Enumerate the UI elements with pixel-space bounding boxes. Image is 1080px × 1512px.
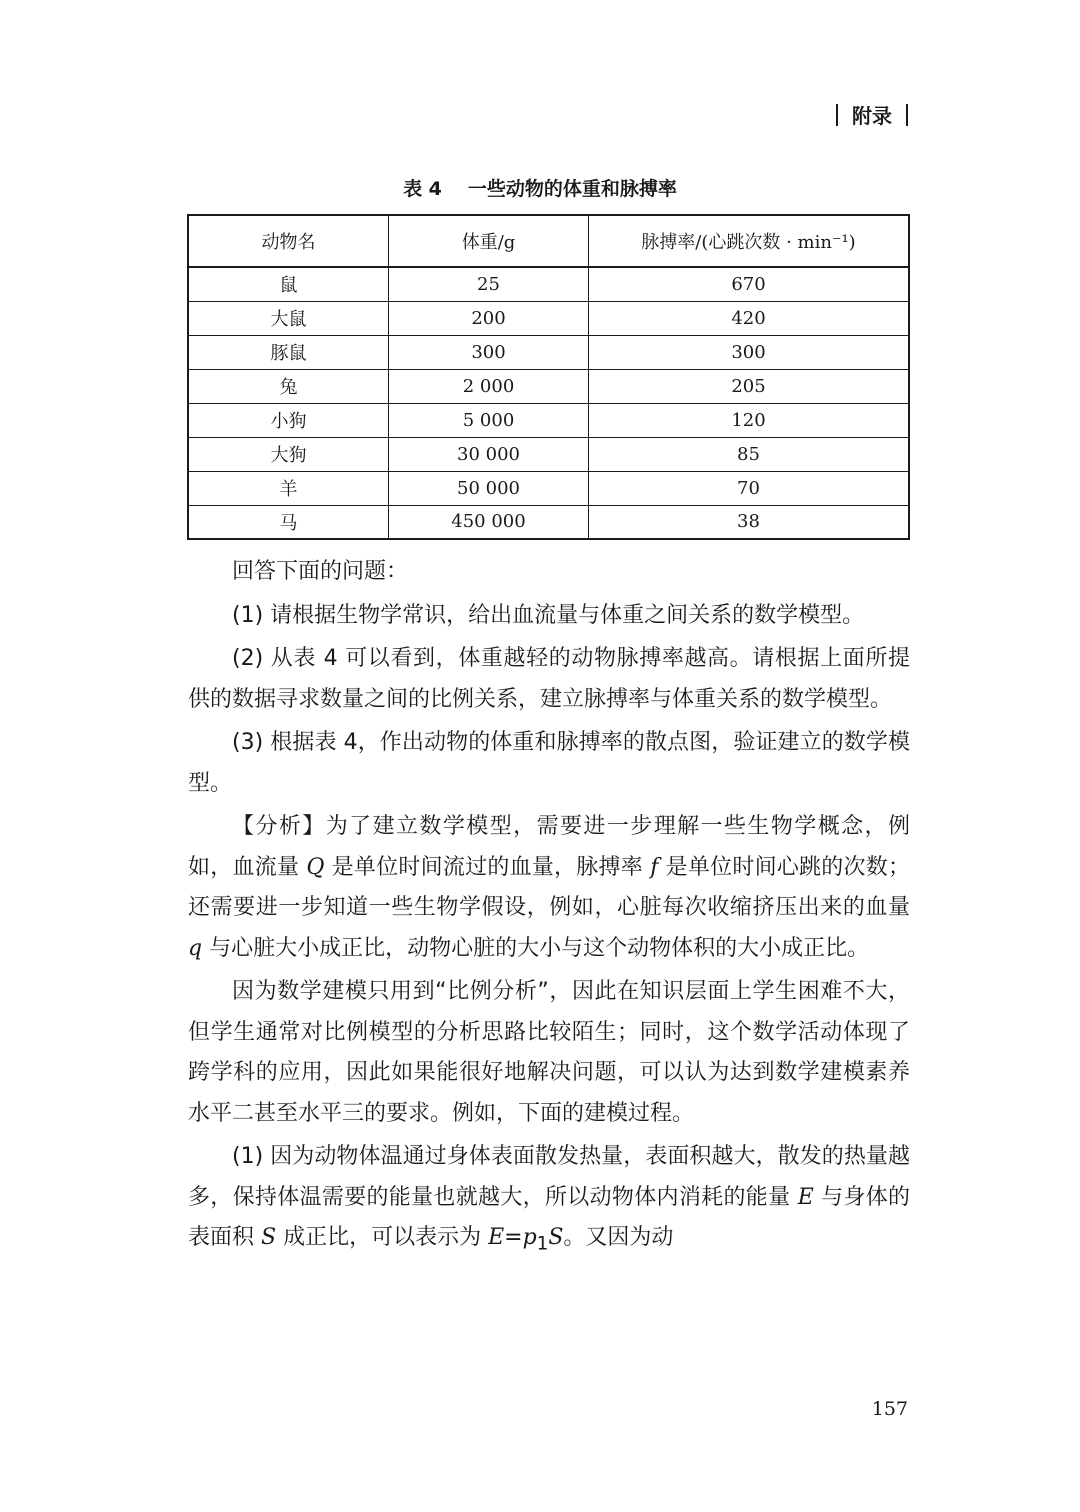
table-cell-weight: 25	[389, 267, 589, 301]
header-section-title: 附录	[852, 104, 892, 128]
formula-equals: =	[504, 1225, 523, 1250]
table-cell-weight: 300	[389, 335, 589, 369]
table-row	[188, 369, 909, 403]
table-cell-pulse: 670	[589, 267, 910, 301]
formula-S: S	[548, 1225, 564, 1250]
table-row	[188, 505, 909, 539]
question-2: (2) 从表 4 可以看到，体重越轻的动物脉搏率越高。请根据上面所提供的数据寻求数量之间的比例关系，建立脉搏率与体重关系的数学模型。	[188, 646, 910, 712]
table-cell-animal: 羊	[188, 471, 389, 505]
page-number: 157	[871, 1398, 908, 1420]
step1-text-b: 与身体的表面积	[188, 1184, 911, 1250]
modeling-step-1	[188, 1137, 910, 1265]
table-header-row	[188, 215, 909, 267]
table-cell-weight: 450 000	[389, 505, 589, 539]
table-cell-animal: 大鼠	[188, 301, 389, 335]
column-header-animal: 动物名	[188, 215, 389, 267]
math-var-Q: Q	[306, 854, 325, 880]
header-bar-left	[836, 104, 838, 126]
analysis-text-a: 【分析】为了建立数学模型，需要进一步理解一些生物学概念，例如，血流量	[188, 814, 910, 880]
table-row	[188, 335, 909, 369]
table-row	[188, 403, 909, 437]
table-row	[188, 471, 909, 505]
running-header	[836, 100, 908, 129]
table-cell-animal: 豚鼠	[188, 335, 389, 369]
table-cell-pulse: 205	[589, 369, 910, 403]
formula-subscript: 1	[536, 1233, 549, 1255]
table-cell-weight: 30 000	[389, 437, 589, 471]
step1-text-a: (1) 因为动物体温通过身体表面散发热量，表面积越大，散发的热量越多，保持体温需要的能量也就越大，所以动物体内消耗的能量	[188, 1144, 910, 1210]
table-cell-animal: 鼠	[188, 267, 389, 301]
table-cell-animal: 兔	[188, 369, 389, 403]
column-header-pulse: 脉搏率/(心跳次数 · min⁻¹)	[589, 215, 910, 267]
table-caption	[0, 174, 1080, 201]
header-bar-right	[906, 104, 908, 126]
table-caption-number: 表 4	[403, 178, 442, 200]
column-header-weight: 体重/g	[389, 215, 589, 267]
table-row	[188, 437, 909, 471]
table-cell-weight: 200	[389, 301, 589, 335]
question-3: (3) 根据表 4，作出动物的体重和脉搏率的散点图，验证建立的数学模型。	[188, 730, 910, 796]
table-cell-pulse: 120	[589, 403, 910, 437]
table-cell-animal: 大狗	[188, 437, 389, 471]
table-cell-weight: 2 000	[389, 369, 589, 403]
table-row	[188, 267, 909, 301]
math-var-E: E	[797, 1184, 814, 1210]
math-var-f: f	[650, 854, 659, 880]
table-cell-pulse: 70	[589, 471, 910, 505]
table-cell-pulse: 38	[589, 505, 910, 539]
table-caption-title: 一些动物的体重和脉搏率	[467, 178, 677, 200]
analysis-text-c: 是单位时间心跳的次数；还需要进一步知道一些生物学假设，例如，心脏每次收缩挤压出来的血量	[188, 854, 910, 920]
math-var-q: q	[188, 935, 203, 961]
table-cell-animal: 马	[188, 505, 389, 539]
formula-lhs: E	[488, 1225, 505, 1250]
animal-data-table	[187, 214, 910, 540]
table-cell-weight: 50 000	[389, 471, 589, 505]
body-text	[188, 552, 910, 1268]
table-cell-pulse: 85	[589, 437, 910, 471]
analysis-paragraph	[188, 807, 910, 969]
table-cell-animal: 小狗	[188, 403, 389, 437]
step1-text-d: 。又因为动	[563, 1225, 674, 1250]
question-1: (1) 请根据生物学常识，给出血流量与体重之间关系的数学模型。	[232, 602, 865, 628]
formula-p: p	[522, 1225, 537, 1250]
table-row	[188, 301, 909, 335]
modeling-paragraph: 因为数学建模只用到“比例分析”，因此在知识层面上学生困难不大，但学生通常对比例模型的分析思路比较陌生；同时，这个数学活动体现了跨学科的应用，因此如果能很好地解决问题，可以认为达到数学建模素养水平二甚至水平三的要求。例如，下面的建模过程。	[188, 979, 910, 1126]
questions-intro: 回答下面的问题：	[232, 559, 409, 584]
table-cell-pulse: 420	[589, 301, 910, 335]
step1-text-c: 成正比，可以表示为	[276, 1225, 489, 1250]
analysis-text-b: 是单位时间流过的血量，脉搏率	[324, 854, 651, 880]
table-cell-pulse: 300	[589, 335, 910, 369]
table-cell-weight: 5 000	[389, 403, 589, 437]
math-var-S: S	[261, 1225, 277, 1250]
analysis-text-d: 与心脏大小成正比，动物心脏的大小与这个动物体积的大小成正比。	[202, 935, 870, 961]
